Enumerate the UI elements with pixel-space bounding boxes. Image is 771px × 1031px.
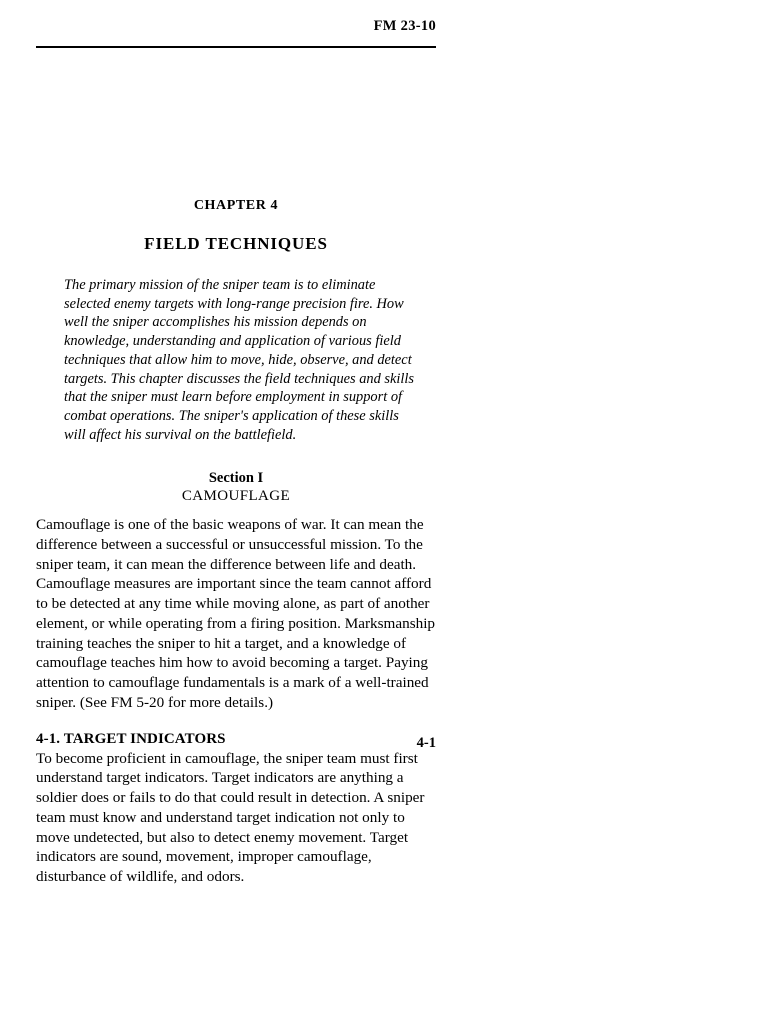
manual-identifier: FM 23-10 xyxy=(373,18,436,34)
paragraph-heading-4-1: 4-1. TARGET INDICATORS xyxy=(36,730,226,747)
paragraph-body-4-1: To become proficient in camouflage, the sniper team must first understand target indicators. Target indicators are anything a soldier does or fails to do that could result in detection. A sniper team must know and understand target indication not only to move undetected, but also to detect enemy movement. Target indicators are sound, movement, improper camouflage, disturbance of wildlife, and odors. xyxy=(36,749,425,886)
chapter-title: FIELD TECHNIQUES xyxy=(144,234,328,253)
section-body-text: Camouflage is one of the basic weapons of war. It can mean the difference between a successful or unsuccessful mission. To the sniper team, it can mean the difference between life and death. Camouflage measures are important since the team cannot afford to be detected at any time while moving alone, as part of another element, or while operating from a firing position. Marksmanship training teaches the sniper to hit a target, and a knowledge of camouflage teaches him how to avoid becoming a target. Paying attention to camouflage fundamentals is a mark of a well-trained sniper. (See FM 5-20 for more details.) xyxy=(36,516,436,711)
section-title: CAMOUFLAGE xyxy=(181,488,291,505)
chapter-label: CHAPTER 4 xyxy=(193,198,279,213)
page-header xyxy=(36,18,436,48)
header-divider xyxy=(36,46,436,48)
section-number: Section I xyxy=(208,470,264,487)
chapter-introduction: The primary mission of the sniper team is to eliminate selected enemy targets with long-range precision fire. How well the sniper accomplishes his mission depends on knowledge, understanding and application of various field techniques that allow him to move, hide, observe, and detect targets. This chapter discusses the field techniques and skills that the sniper must learn before employment in support of combat operations. The sniper's application of these skills will affect his survival on the battlefield. xyxy=(64,277,415,443)
page-content xyxy=(36,198,436,887)
page-number: 4-1 xyxy=(416,735,436,751)
